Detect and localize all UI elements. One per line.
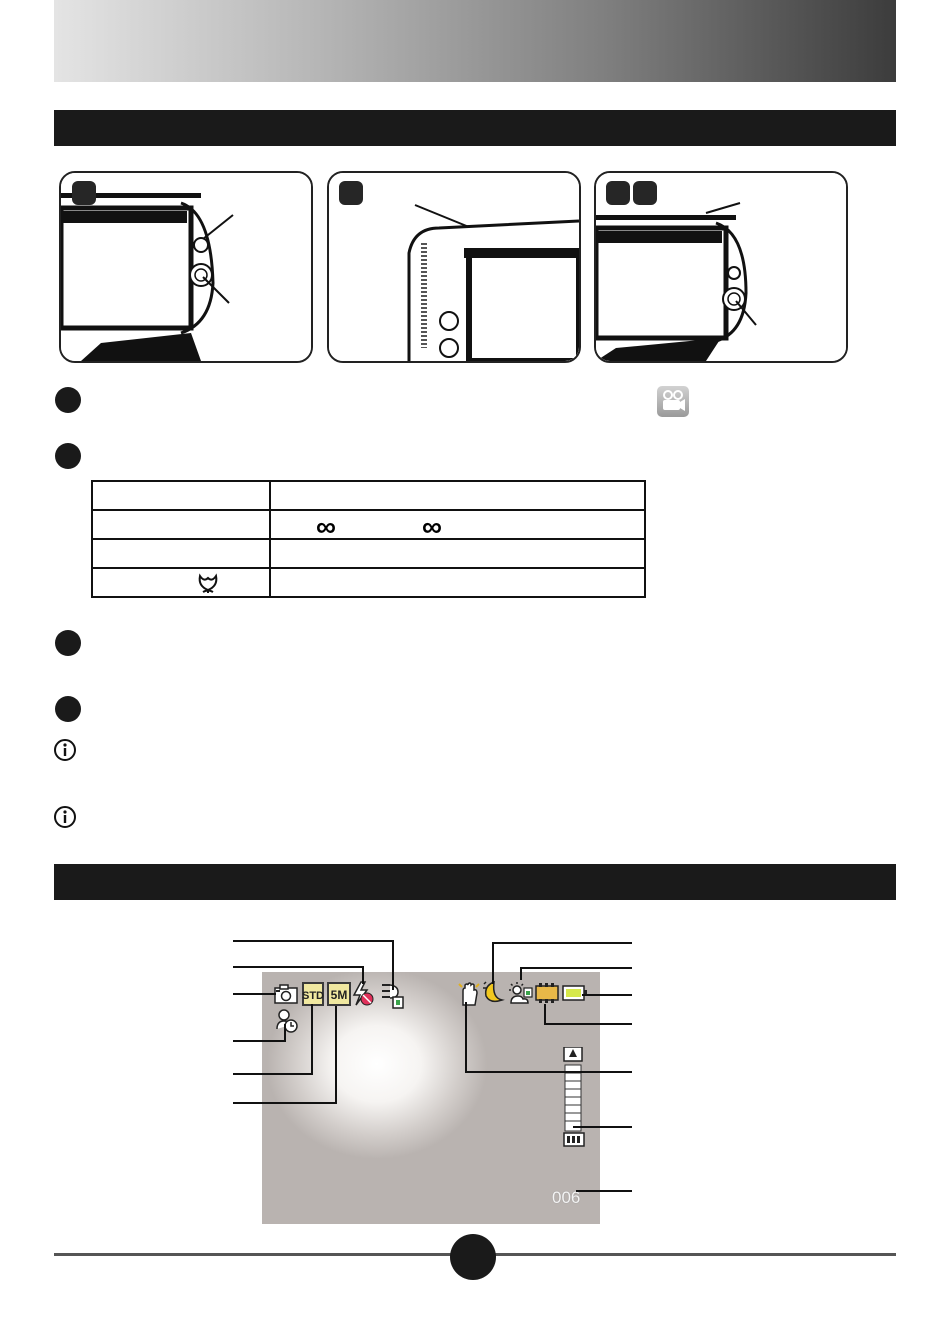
step-marker-3b <box>633 181 657 205</box>
step-marker-1-bullet <box>55 387 81 413</box>
focus-range-table <box>91 480 646 598</box>
table-cell-mode <box>92 510 270 539</box>
info-icon <box>53 805 77 829</box>
step-marker-2 <box>339 181 363 205</box>
infinity-symbol-1: ∞ <box>316 510 336 542</box>
movie-icon <box>657 386 689 417</box>
table-cell-range <box>270 481 645 510</box>
infinity-symbol-2: ∞ <box>422 510 442 542</box>
table-cell-mode <box>92 539 270 568</box>
page-header-band <box>54 0 896 82</box>
table-row <box>92 510 645 539</box>
page-number-badge <box>450 1234 496 1280</box>
table-cell-range <box>270 510 645 542</box>
svg-text:STD: STD <box>302 990 324 1002</box>
frame-count: 006 <box>552 1188 581 1207</box>
step-marker-3a <box>606 181 630 205</box>
step-marker-3-bullet <box>55 630 81 656</box>
table-row <box>92 568 645 597</box>
table-cell-mode <box>92 481 270 510</box>
device-photo-1 <box>59 171 313 363</box>
svg-text:5M: 5M <box>330 988 348 1002</box>
callout-lines <box>0 930 950 1210</box>
step-marker-1 <box>72 181 96 205</box>
macro-flower-icon <box>196 572 220 594</box>
step-marker-4-bullet <box>55 696 81 722</box>
table-row <box>92 539 645 568</box>
section-bar-top <box>54 110 896 146</box>
step-marker-2-bullet <box>55 443 81 469</box>
table-cell-mode <box>92 568 270 597</box>
table-cell-range <box>270 539 645 568</box>
device-photo-3 <box>594 171 848 363</box>
table-cell-range <box>270 568 645 597</box>
table-row <box>92 481 645 510</box>
device-photo-2 <box>327 171 581 363</box>
section-bar-bottom <box>54 864 896 900</box>
info-icon <box>53 738 77 762</box>
